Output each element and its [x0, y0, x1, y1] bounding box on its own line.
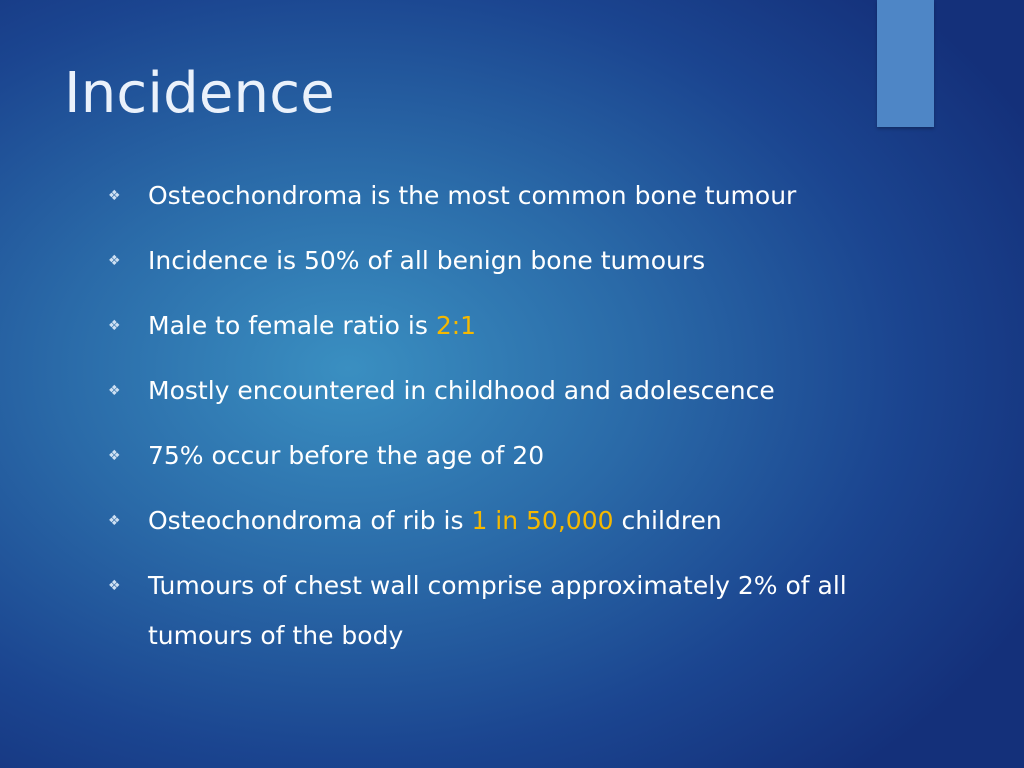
bullet-text: 75% occur before the age of 20 [148, 441, 545, 470]
bullet-item [106, 561, 906, 661]
bullet-text-start: Osteochondroma of rib is [148, 506, 472, 535]
bullet-item [106, 366, 906, 416]
diamond-bullet-icon: ❖ [108, 188, 121, 204]
bullet-item [106, 171, 906, 221]
bullet-item [106, 496, 906, 546]
bullet-text-end: children [613, 506, 722, 535]
corner-accent-tab [877, 0, 934, 127]
bullet-text: Tumours of chest wall comprise approximately 2% of all tumours of the body [148, 571, 847, 650]
slide-title: Incidence [64, 61, 335, 126]
bullet-text: Incidence is 50% of all benign bone tumours [148, 246, 706, 275]
diamond-bullet-icon: ❖ [108, 318, 121, 334]
bullet-list [106, 171, 906, 676]
bullet-item [106, 301, 906, 351]
bullet-text [148, 301, 906, 351]
bullet-item [106, 236, 906, 286]
ratio-highlight: 2:1 [435, 311, 477, 340]
rate-highlight: 1 in 50,000 [471, 506, 614, 535]
bullet-text: Osteochondroma is the most common bone tumour [148, 181, 797, 210]
bullet-text [148, 496, 906, 546]
diamond-bullet-icon: ❖ [108, 253, 121, 269]
diamond-bullet-icon: ❖ [108, 448, 121, 464]
diamond-bullet-icon: ❖ [108, 578, 121, 594]
bullet-text-start: Male to female ratio is [148, 311, 436, 340]
diamond-bullet-icon: ❖ [108, 383, 121, 399]
diamond-bullet-icon: ❖ [108, 513, 121, 529]
bullet-item [106, 431, 906, 481]
bullet-text: Mostly encountered in childhood and adolescence [148, 376, 775, 405]
